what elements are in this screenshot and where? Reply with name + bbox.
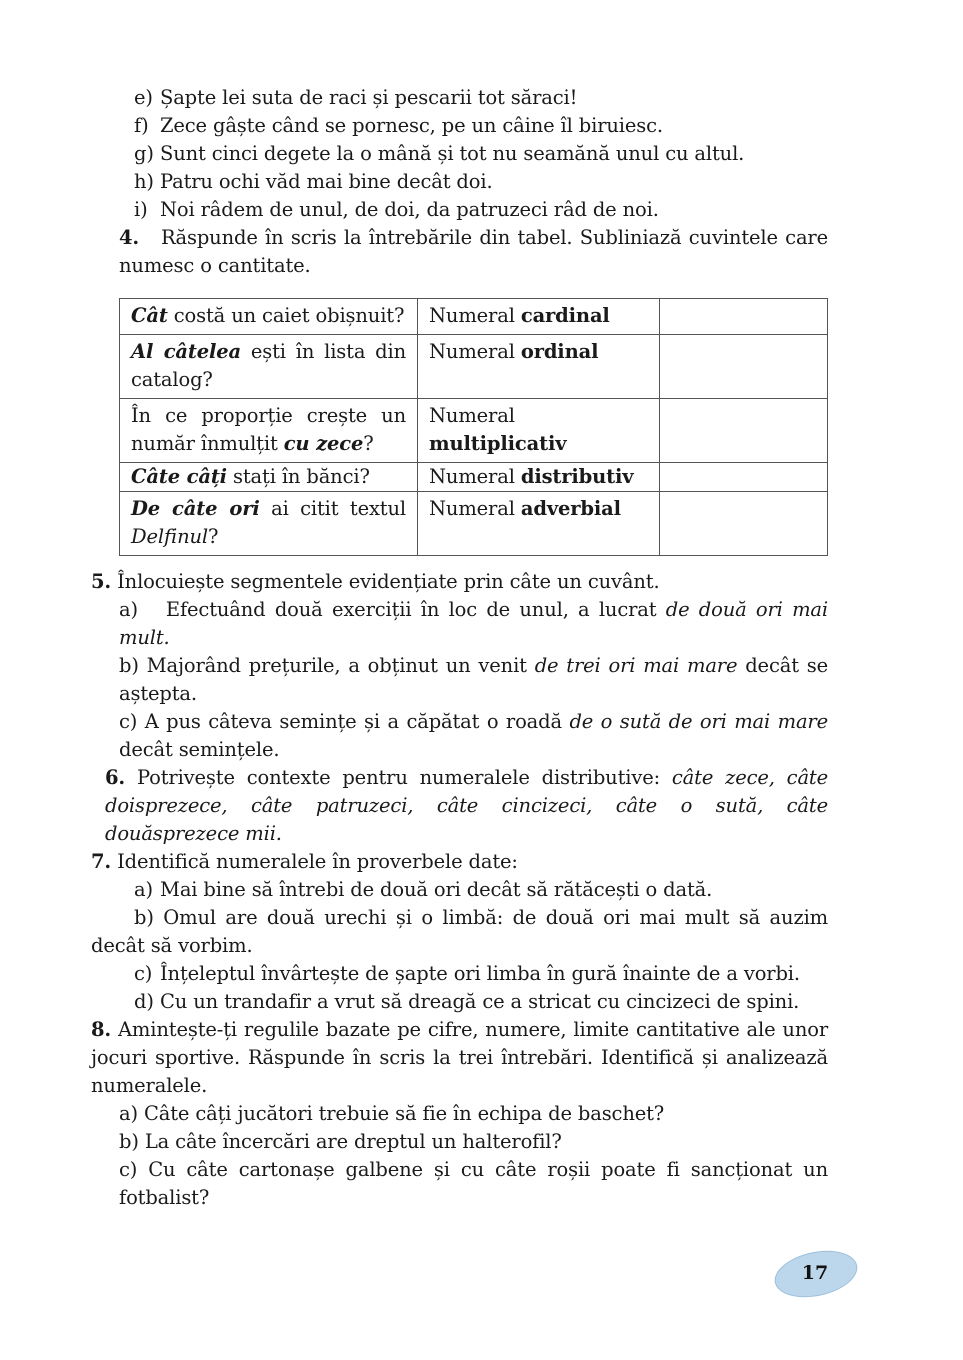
- list-item: h) Patru ochi văd mai bine decât doi.: [134, 170, 493, 193]
- answer-cell[interactable]: [660, 463, 828, 492]
- exercise-number: 8.: [91, 1018, 112, 1041]
- list-item: a) Efectuând două exerciții în loc de unul, a lucrat de două ori mai mult.: [119, 598, 828, 649]
- list-item: b) Majorând prețurile, a obținut un venit de trei ori mai mare decât se aștepta.: [119, 654, 828, 705]
- numeral-table: [119, 298, 828, 556]
- exercise-number: 6.: [105, 766, 126, 789]
- type-cell: Numeral distributiv: [418, 463, 660, 492]
- exercise-4: 4. Răspunde în scris la întrebările din tabel. Subliniază cuvintele care numesc o cantitate.: [119, 226, 828, 277]
- answer-cell[interactable]: [660, 335, 828, 399]
- list-item: a) Câte câți jucători trebuie să fie în echipa de baschet?: [119, 1102, 665, 1125]
- table-row: [120, 299, 828, 335]
- type-cell: Numeral multiplicativ: [418, 399, 660, 463]
- proverb-list: [91, 84, 828, 224]
- type-cell: Numeral cardinal: [418, 299, 660, 335]
- type-cell: Numeral adverbial: [418, 492, 660, 556]
- exercise-number: 7.: [91, 850, 112, 873]
- question-cell: Al câtelea ești în lista din catalog?: [120, 335, 418, 399]
- answer-cell[interactable]: [660, 492, 828, 556]
- question-cell: Câte câți stați în bănci?: [120, 463, 418, 492]
- list-item: b) Omul are două urechi și o limbă: de două ori mai mult să auzim decât să vorbim.: [91, 906, 828, 957]
- exercise-number: 5.: [91, 570, 112, 593]
- list-item: b) La câte încercări are dreptul un halterofil?: [119, 1130, 562, 1153]
- exercise-8: 8. Amintește-ți regulile bazate pe cifre, numere, limite cantitative ale unor jocuri sportive. Răspunde în scris la trei întrebări. Identifică și analizează numeralele.: [91, 1018, 828, 1097]
- table-row: [120, 463, 828, 492]
- exercise-number: 4.: [119, 226, 140, 249]
- exercise-7: 7. Identifică numeralele în proverbele date:: [91, 850, 518, 873]
- list-item: g) Sunt cinci degete la o mână și tot nu seamănă unul cu altul.: [134, 142, 745, 165]
- table-row: [120, 399, 828, 463]
- exercise-5: 5. Înlocuiește segmentele evidențiate prin câte un cuvânt.: [91, 570, 660, 593]
- list-item: c) A pus câteva semințe și a căpătat o roadă de o sută de ori mai mare decât semințele.: [119, 710, 828, 761]
- list-item: i) Noi râdem de unul, de doi, da patruzeci râd de noi.: [134, 198, 659, 221]
- type-cell: Numeral ordinal: [418, 335, 660, 399]
- list-item: c) Cu câte cartonașe galbene și cu câte roșii poate fi sancționat un fotbalist?: [119, 1158, 828, 1209]
- list-item: f) Zece gâște când se pornesc, pe un câine îl biruiesc.: [134, 114, 663, 137]
- question-cell: Cât costă un caiet obișnuit?: [120, 299, 418, 335]
- list-item: a) Mai bine să întrebi de două ori decât să rătăcești o dată.: [134, 878, 713, 901]
- list-item: c) Înțeleptul învârtește de șapte ori limba în gură înainte de a vorbi.: [134, 962, 800, 985]
- page-number: 17: [801, 1262, 829, 1284]
- answer-cell[interactable]: [660, 399, 828, 463]
- answer-cell[interactable]: [660, 299, 828, 335]
- question-cell: De câte ori ai citit textul Delfinul?: [120, 492, 418, 556]
- table-row: [120, 335, 828, 399]
- question-cell: În ce proporție crește un număr înmulțit cu zece?: [120, 399, 418, 463]
- exercise-6: 6. Potrivește contexte pentru numeralele distributive: câte zece, câte doisprezece, câte patruzeci, câte cincizeci, câte o sută, câte douăsprezece mii.: [105, 766, 829, 845]
- list-item: d) Cu un trandafir a vrut să dreagă ce a stricat cu cincizeci de spini.: [134, 990, 800, 1013]
- list-item: e) Șapte lei suta de raci și pescarii tot săraci!: [134, 86, 578, 109]
- page-content: [91, 84, 828, 1212]
- table-row: [120, 492, 828, 556]
